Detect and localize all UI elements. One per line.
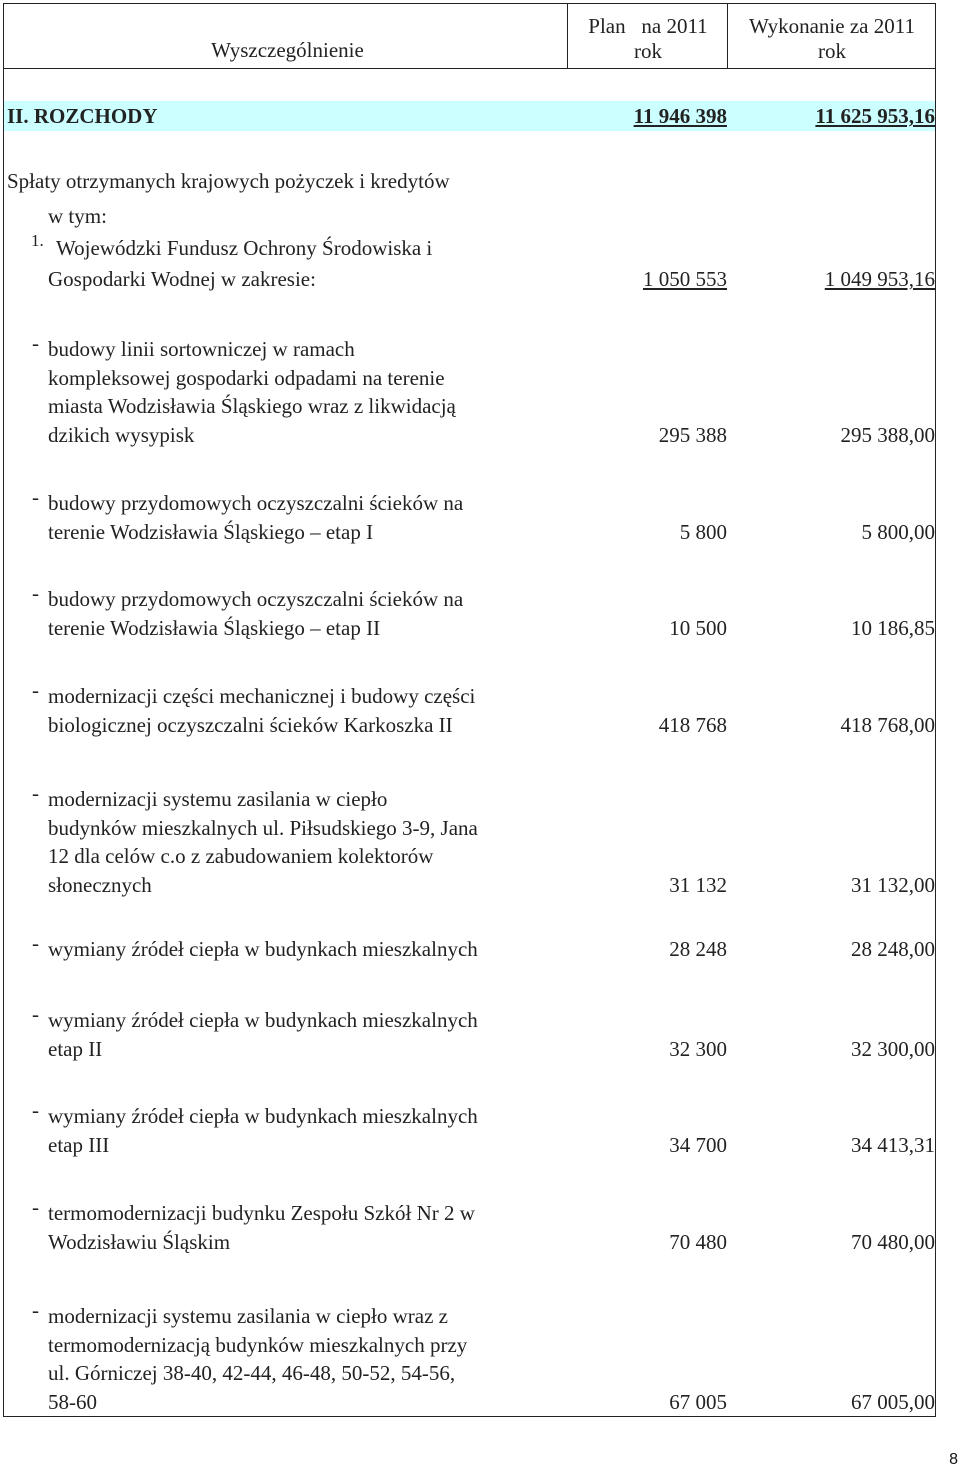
item-exec-value: 5 800,00 [861, 519, 935, 544]
item-description-line: 12 dla celów c.o z zabudowaniem kolektorów [48, 844, 434, 868]
item-description-line: termomodernizacji budynku Zespołu Szkół Nr 2 w [48, 1201, 475, 1225]
item-exec-value: 28 248,00 [851, 937, 935, 961]
item-plan-value: 67 005 [669, 1389, 727, 1414]
item-dash: - [32, 581, 39, 605]
item-dash: - [32, 781, 39, 805]
item-plan-value: 32 300 [669, 1036, 727, 1061]
item-description-line: termomodernizacją budynków mieszkalnych przy [48, 1332, 468, 1357]
section-exec-total: 11 625 953,16 [815, 104, 935, 128]
item-description-line: budowy przydomowych oczyszczalni ścieków na [48, 491, 464, 515]
item-plan-value: 28 248 [669, 937, 727, 961]
item-description-line: budynków mieszkalnych ul. Piłsudskiego 3-9, Jana [48, 815, 478, 840]
header-divider-plan [567, 3, 568, 69]
col-header-exec-line2: rok [818, 39, 846, 63]
item-dash: - [32, 331, 39, 355]
item-description-line: wymiany źródeł ciepła w budynkach mieszkalnych [48, 1104, 478, 1128]
item-plan-value: 418 768 [658, 712, 727, 737]
item-exec-value: 295 388,00 [840, 422, 935, 447]
item-description-line: terenie Wodzisławia Śląskiego – etap II [48, 615, 381, 640]
item-exec-value: 67 005,00 [851, 1389, 935, 1414]
item-description-line: wymiany źródeł ciepła w budynkach mieszkalnych [48, 937, 478, 961]
item-exec-value: 34 413,31 [851, 1132, 935, 1157]
item-description-line: modernizacji części mechanicznej i budowy części [48, 684, 476, 708]
fund-plan: 1 050 553 [643, 267, 727, 291]
item-description-line: dzikich wysypisk [48, 422, 195, 447]
col-header-plan-line2: rok [634, 39, 662, 63]
item-exec-value: 418 768,00 [840, 712, 935, 737]
item-plan-value: 5 800 [679, 519, 727, 544]
col-header-plan [569, 14, 727, 64]
item-plan-value: 295 388 [658, 422, 727, 447]
col-header-exec-line1: Wykonanie za 2011 [749, 14, 915, 38]
fund-exec: 1 049 953,16 [824, 267, 935, 291]
item-description-line: miasta Wodzisławia Śląskiego wraz z likwidacją [48, 394, 456, 418]
item-plan-value: 31 132 [669, 872, 727, 897]
item-dash: - [32, 678, 39, 702]
section-plan-total: 11 946 398 [633, 104, 727, 128]
item-description-line: Wodzisławiu Śląskim [48, 1229, 231, 1254]
item-exec-value: 10 186,85 [851, 615, 935, 640]
fund-number: 1. [31, 231, 44, 250]
item-dash: - [32, 1298, 39, 1322]
item-description-line: kompleksowej gospodarki odpadami na terenie [48, 365, 445, 390]
section-title: II. ROZCHODY [7, 104, 158, 128]
item-description-line: ul. Górniczej 38-40, 42-44, 46-48, 50-52, 54-56, [48, 1361, 456, 1385]
item-plan-value: 34 700 [669, 1132, 727, 1157]
header-divider-exec [727, 3, 728, 69]
item-dash: - [32, 931, 39, 955]
item-description-line: słonecznych [48, 872, 152, 897]
item-description-line: etap III [48, 1132, 110, 1157]
fund-line-2: Gospodarki Wodnej w zakresie: [48, 267, 316, 291]
item-description-line: terenie Wodzisławia Śląskiego – etap I [48, 519, 374, 544]
item-description-line: 58-60 [48, 1389, 97, 1414]
fund-line-1: Wojewódzki Fundusz Ochrony Środowiska i [56, 236, 433, 260]
item-description-line: wymiany źródeł ciepła w budynkach mieszkalnych [48, 1008, 478, 1032]
page-number: 8 [949, 1451, 958, 1468]
item-dash: - [32, 1195, 39, 1219]
item-description-line: biologicznej oczyszczalni ścieków Karkoszka II [48, 712, 453, 737]
header-bottom-rule [3, 68, 936, 69]
item-plan-value: 10 500 [669, 615, 727, 640]
item-exec-value: 31 132,00 [851, 872, 935, 897]
intro-line-2: w tym: [48, 204, 107, 228]
item-description-line: modernizacji systemu zasilania w ciepło [48, 787, 388, 811]
item-exec-value: 70 480,00 [851, 1229, 935, 1254]
item-description-line: etap II [48, 1036, 103, 1061]
col-header-description: Wyszczególnienie [211, 38, 364, 62]
item-description-line: budowy linii sortowniczej w ramach [48, 337, 355, 361]
item-exec-value: 32 300,00 [851, 1036, 935, 1061]
intro-line-1: Spłaty otrzymanych krajowych pożyczek i kredytów [7, 169, 450, 193]
item-description-line: budowy przydomowych oczyszczalni ścieków na [48, 587, 464, 611]
item-plan-value: 70 480 [669, 1229, 727, 1254]
item-description-line: modernizacji systemu zasilania w ciepło wraz z [48, 1304, 449, 1328]
col-header-plan-line1: Plan na 2011 [588, 14, 708, 38]
item-dash: - [32, 1098, 39, 1122]
item-dash: - [32, 1002, 39, 1026]
item-dash: - [32, 485, 39, 509]
col-header-exec [729, 14, 935, 64]
